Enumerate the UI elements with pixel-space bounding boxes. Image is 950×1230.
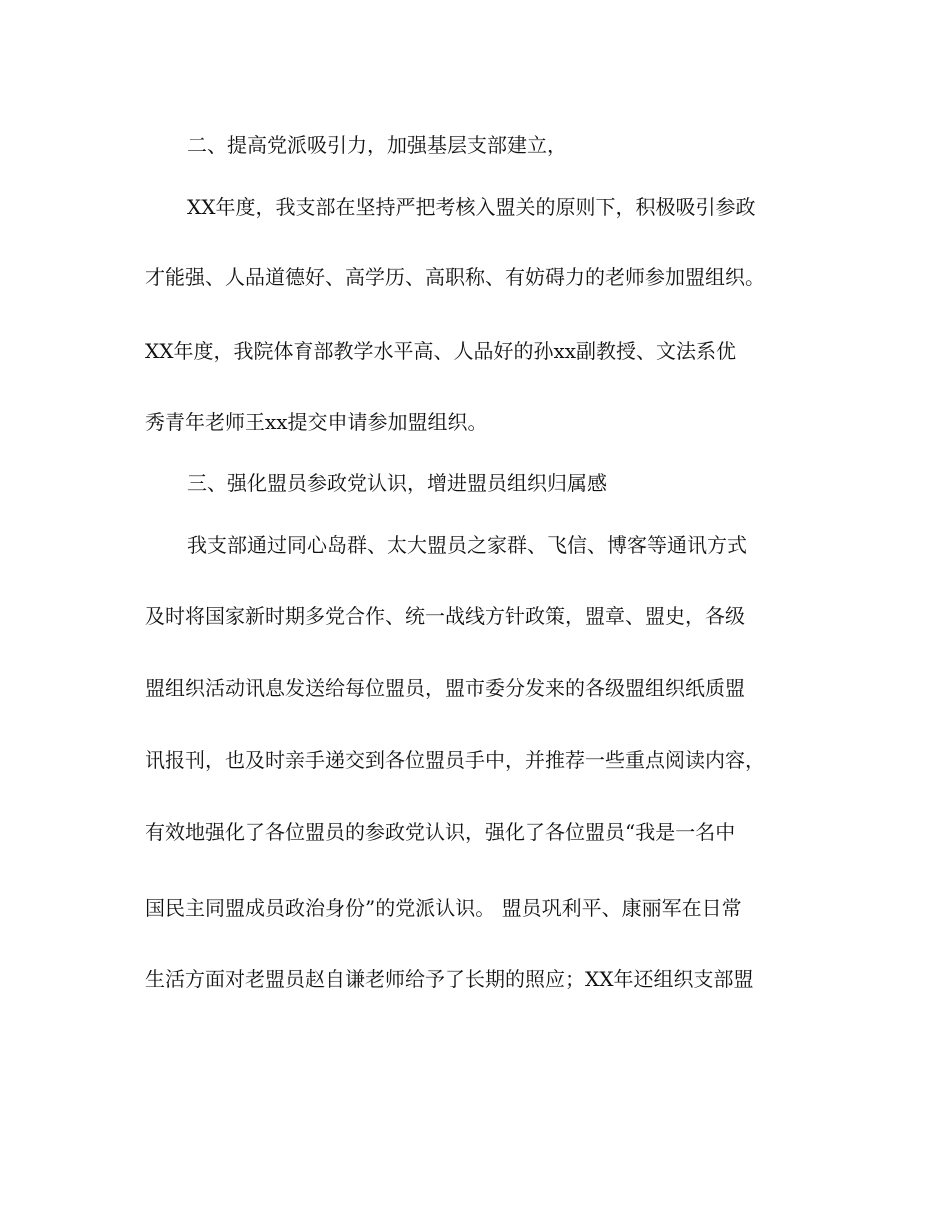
paragraph-line: 国民主同盟成员政治身份”的党派认识。 盟员巩利平、康丽军在日常 [145, 896, 742, 920]
section-heading-3: 三、强化盟员参政党认识，增进盟员组织归属感 [187, 471, 607, 495]
paragraph-line: 我支部通过同心岛群、太大盟员之家群、飞信、博客等通讯方式 [187, 533, 747, 557]
paragraph-line: 生活方面对老盟员赵自谦老师给予了长期的照应；XX年还组织支部盟 [145, 967, 754, 991]
paragraph-line: XX年度，我院体育部教学水平高、人品好的孙xx副教授、文法系优 [145, 339, 737, 363]
paragraph-line: 及时将国家新时期多党合作、统一战线方针政策，盟章、盟史，各级 [145, 604, 745, 628]
paragraph-line: XX年度，我支部在坚持严把考核入盟关的原则下，积极吸引参政 [187, 195, 756, 219]
paragraph-line: 秀青年老师王xx提交申请参加盟组织。 [145, 410, 488, 434]
paragraph-line: 盟组织活动讯息发送给每位盟员，盟市委分发来的各级盟组织纸质盟 [145, 676, 745, 700]
paragraph-line: 才能强、人品道德好、高学历、高职称、有妨碍力的老师参加盟组织。 [145, 265, 765, 289]
paragraph-line: 讯报刊，也及时亲手递交到各位盟员手中，并推荐一些重点阅读内容， [145, 748, 765, 772]
section-heading-2: 二、提高党派吸引力，加强基层支部建立， [187, 133, 567, 157]
paragraph-line: 有效地强化了各位盟员的参政党认识，强化了各位盟员“我是一名中 [145, 820, 736, 844]
